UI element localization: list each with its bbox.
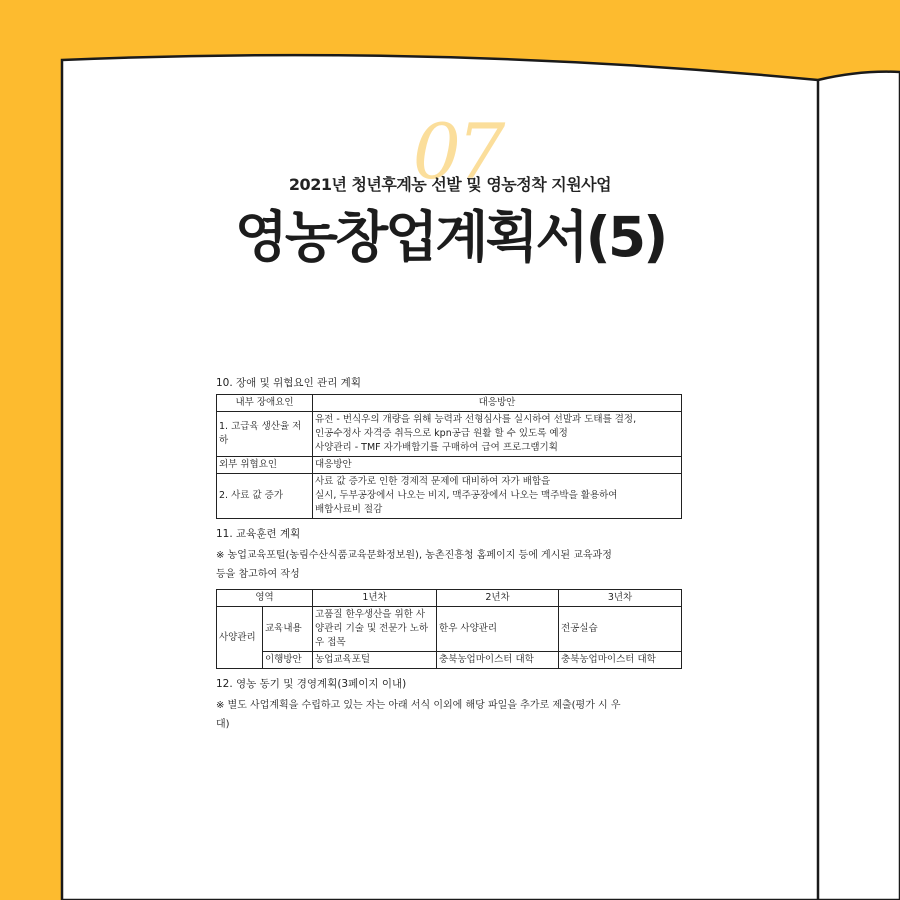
table-cell: 한우 사양관리 bbox=[437, 607, 559, 652]
internal-factor-header: 내부 장애요인 bbox=[217, 395, 313, 412]
section-11-heading: 11. 교육훈련 계획 bbox=[216, 528, 301, 540]
table-row bbox=[217, 607, 682, 652]
response-line: 사료 값 증가로 인한 경제적 문제에 대비하여 자가 배합을 bbox=[315, 476, 551, 487]
external-response-cell bbox=[313, 474, 682, 519]
area-header: 영역 bbox=[217, 590, 313, 607]
section-12-note-line: ※ 별도 사업계획을 수립하고 있는 자는 아래 서식 이외에 해당 파일을 추가로 제출(평가 시 우 bbox=[216, 700, 621, 711]
section-11-note-line: 등을 참고하여 작성 bbox=[216, 569, 300, 580]
response-line: 사양관리 - TMF 자가배합기를 구매하여 급여 프로그램기획 bbox=[315, 442, 558, 453]
external-response-header: 대응방안 bbox=[313, 457, 682, 474]
response-line: 배합사료비 절감 bbox=[315, 504, 383, 515]
training-plan-table bbox=[216, 589, 682, 669]
table-row bbox=[217, 412, 682, 457]
page-number: 07 bbox=[412, 107, 502, 196]
document-subtitle: 2021년 청년후계농 선발 및 영농정착 지원사업 bbox=[288, 175, 612, 194]
table-cell: 농업교육포털 bbox=[313, 652, 437, 669]
table-cell: 충북농업마이스터 대학 bbox=[559, 652, 682, 669]
year2-header: 2년차 bbox=[437, 590, 559, 607]
year3-header: 3년차 bbox=[559, 590, 682, 607]
row-label: 교육내용 bbox=[263, 607, 313, 652]
risk-management-table bbox=[216, 394, 682, 519]
section-12-note-line: 대) bbox=[216, 719, 230, 730]
section-11-note-line: ※ 농업교육포털(농림수산식품교육문화정보원), 농촌진흥청 홈페이지 등에 게시된 교육과정 bbox=[216, 550, 612, 561]
response-line: 인공수정사 자격증 취득으로 kpn공급 원활 할 수 있도록 예정 bbox=[315, 428, 568, 439]
table-row bbox=[217, 474, 682, 519]
section-12-heading: 12. 영농 동기 및 경영계획(3페이지 이내) bbox=[216, 678, 407, 690]
internal-factor-cell: 1. 고급육 생산율 저하 bbox=[217, 412, 313, 457]
table-cell: 고품질 한우생산을 위한 사양관리 기술 및 전문가 노하우 접목 bbox=[313, 607, 437, 652]
external-factor-cell: 2. 사료 값 증가 bbox=[217, 474, 313, 519]
table-row bbox=[217, 652, 682, 669]
table-header-row bbox=[217, 590, 682, 607]
table-cell: 충북농업마이스터 대학 bbox=[437, 652, 559, 669]
internal-response-cell bbox=[313, 412, 682, 457]
document-body bbox=[216, 375, 686, 734]
response-line: 실시, 두부공장에서 나오는 비지, 맥주공장에서 나오는 맥주박을 활용하여 bbox=[315, 490, 618, 501]
external-factor-header: 외부 위협요인 bbox=[217, 457, 313, 474]
year1-header: 1년차 bbox=[313, 590, 437, 607]
table-header-row bbox=[217, 395, 682, 412]
response-header: 대응방안 bbox=[313, 395, 682, 412]
table-cell: 전공실습 bbox=[559, 607, 682, 652]
table-header-row bbox=[217, 457, 682, 474]
row-label: 이행방안 bbox=[263, 652, 313, 669]
section-10-heading: 10. 장애 및 위협요인 관리 계획 bbox=[216, 377, 361, 389]
document-title: 영농창업계획서(5) bbox=[234, 205, 666, 269]
row-group-label: 사양관리 bbox=[217, 607, 263, 669]
response-line: 유전 - 번식우의 개량을 위해 능력과 선형심사를 실시하여 선발과 도태를 결정, bbox=[315, 414, 637, 425]
